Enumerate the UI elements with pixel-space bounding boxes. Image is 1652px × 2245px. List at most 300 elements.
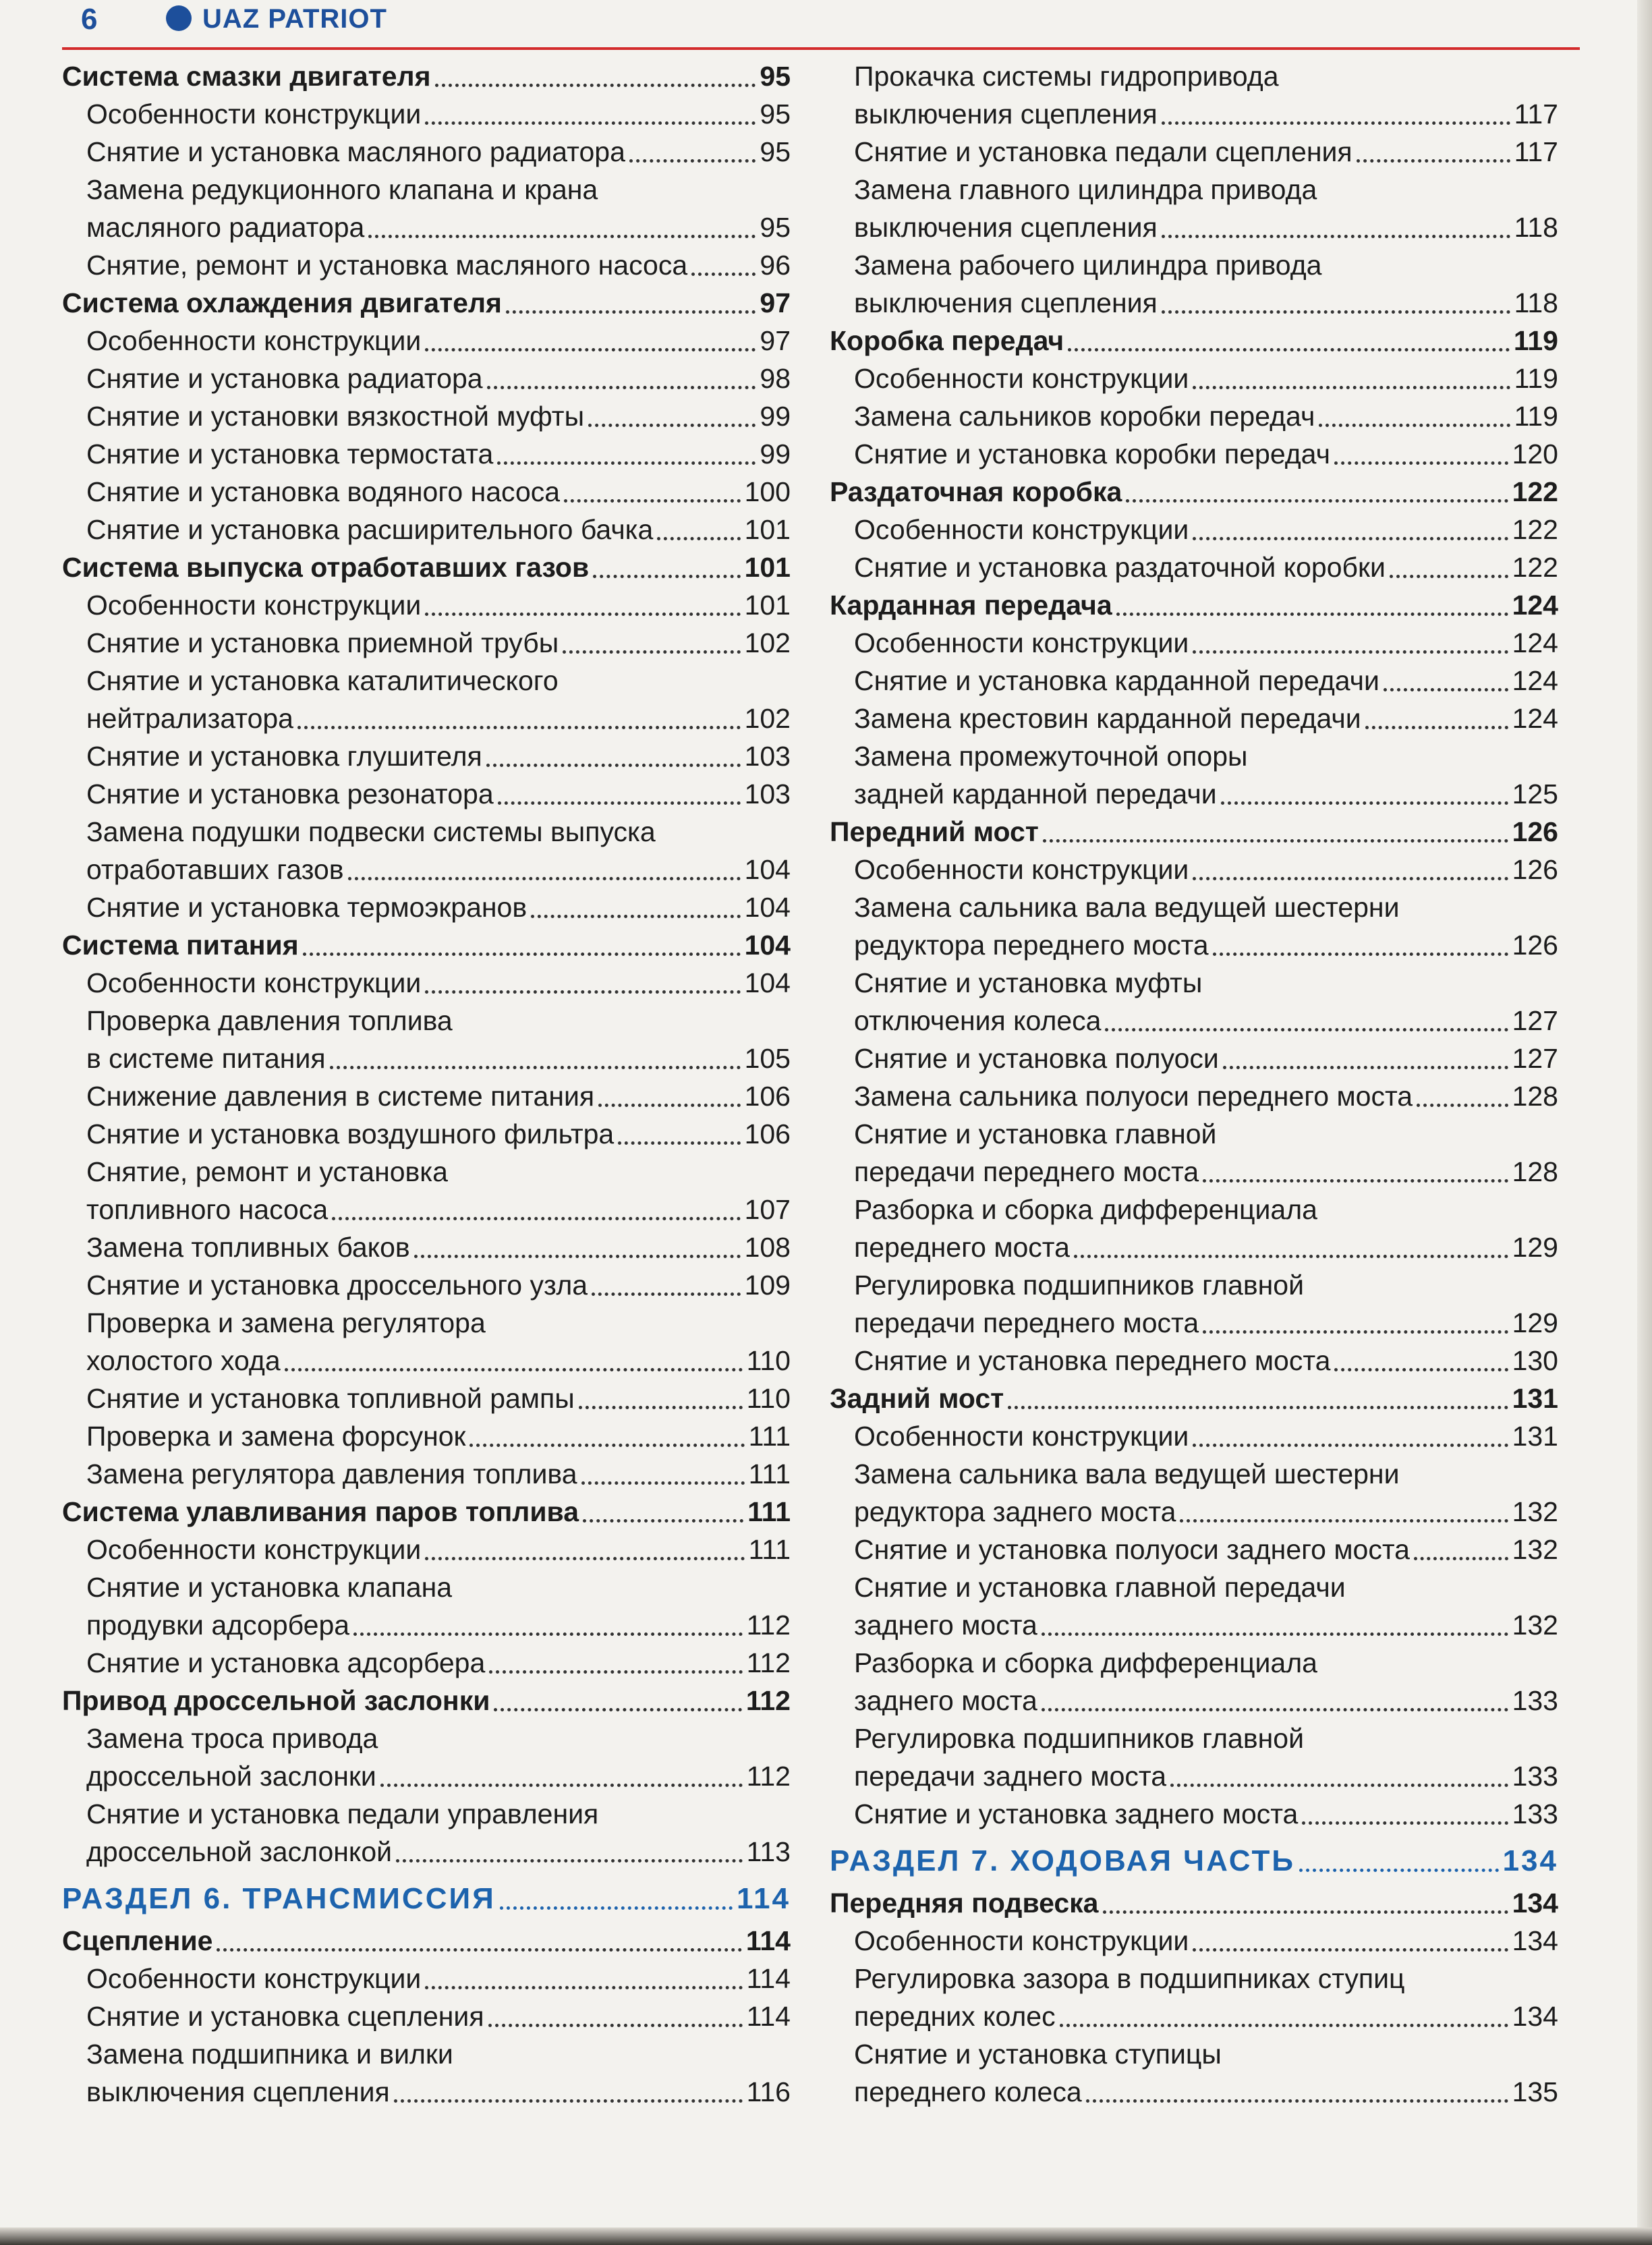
toc-entry[interactable] — [62, 2073, 791, 2111]
toc-entry-first-line: Проверка и замена регулятора — [86, 1307, 486, 1338]
toc-entry-title: Передняя подвеска — [830, 1887, 1099, 1919]
toc-entry-title: Замена сальника полуоси переднего моста — [854, 1081, 1413, 1112]
toc-page-number: 134 — [1512, 1887, 1558, 1919]
dot-leader — [1170, 1784, 1508, 1787]
toc-entry-title: Привод дроссельной заслонки — [62, 1685, 490, 1716]
toc-page-number: 110 — [746, 1383, 791, 1414]
dot-leader — [494, 1708, 741, 1711]
toc-page-number: 117 — [1514, 136, 1558, 167]
toc-entry[interactable] — [830, 700, 1558, 737]
toc-page-number: 119 — [1514, 363, 1558, 394]
toc-page-number: 112 — [746, 1610, 791, 1641]
toc-page-number: 132 — [1512, 1496, 1558, 1527]
toc-entry[interactable] — [62, 964, 791, 1002]
toc-entry-title: переднего колеса — [854, 2076, 1082, 2107]
toc-entry-title: Особенности конструкции — [86, 967, 422, 998]
toc-page-number: 97 — [760, 325, 791, 356]
toc-entry[interactable] — [830, 1493, 1558, 1531]
toc-entry-title: Передний мост — [830, 816, 1039, 847]
dot-leader — [1390, 575, 1508, 578]
toc-page-number: 101 — [744, 552, 791, 583]
toc-entry-title: нейтрализатора — [86, 703, 293, 734]
toc-entry[interactable] — [830, 775, 1558, 813]
toc-entry-title: Снятие и установка водяного насоса — [86, 476, 561, 507]
dot-leader — [1162, 121, 1510, 125]
toc-entry-title: Особенности конструкции — [854, 514, 1189, 545]
toc-entry-title: Система выпуска отработавших газов — [62, 552, 590, 583]
toc-entry-first-line: Замена подушки подвески системы выпуска — [86, 816, 656, 847]
toc-entry[interactable] — [830, 548, 1558, 586]
dot-leader — [593, 575, 740, 578]
dot-leader — [1299, 1869, 1499, 1872]
toc-entry-title: РАЗДЕЛ 7. ХОДОВАЯ ЧАСТЬ — [830, 1844, 1295, 1877]
toc-chapter-entry[interactable] — [830, 473, 1558, 511]
toc-entry[interactable] — [62, 1077, 791, 1115]
dot-leader — [579, 1406, 743, 1409]
toc-entry[interactable] — [62, 624, 791, 662]
dot-leader — [1162, 310, 1510, 314]
toc-page-number: 114 — [746, 1963, 791, 1994]
dot-leader — [1162, 235, 1510, 238]
toc-entry[interactable] — [830, 1606, 1558, 1644]
toc-entry[interactable] — [830, 511, 1558, 548]
toc-entry-first-line: Замена редукционного клапана и крана — [86, 174, 598, 205]
toc-page-number: 95 — [760, 98, 791, 130]
dot-leader — [1417, 1104, 1508, 1107]
toc-page-number: 127 — [1512, 1005, 1558, 1036]
toc-page-number: 122 — [1512, 514, 1558, 545]
toc-entry-title: дроссельной заслонки — [86, 1761, 376, 1792]
toc-page-number: 95 — [760, 61, 791, 92]
page-number: 6 — [81, 3, 98, 36]
toc-entry-first-line: Снятие и установка главной передачи — [854, 1572, 1346, 1603]
toc-entry-title: Система охлаждения двигателя — [62, 287, 502, 318]
toc-page-number: 95 — [760, 212, 791, 243]
toc-entry-first-line: Замена главного цилиндра привода — [854, 174, 1317, 205]
toc-chapter-entry[interactable] — [62, 57, 791, 95]
toc-entry-title: Снижение давления в системе питания — [86, 1081, 595, 1112]
toc-entry[interactable] — [62, 208, 791, 246]
toc-right-column — [830, 57, 1558, 2111]
toc-entry[interactable] — [830, 1795, 1558, 1833]
toc-entry[interactable] — [62, 1417, 791, 1455]
dot-leader — [1213, 953, 1508, 956]
toc-entry-title: Снятие и установка карданной передачи — [854, 665, 1379, 696]
toc-entry-title: Система улавливания паров топлива — [62, 1496, 579, 1527]
toc-page-number: 102 — [744, 627, 791, 658]
dot-leader — [1365, 726, 1508, 729]
dot-leader — [1193, 537, 1508, 540]
toc-entry[interactable] — [830, 2073, 1558, 2111]
toc-entry-first-line: Разборка и сборка дифференциала — [854, 1647, 1317, 1678]
toc-entry[interactable] — [62, 1455, 791, 1493]
toc-entry-title: Снятие и установка термоэкранов — [86, 892, 528, 923]
dot-leader — [497, 461, 756, 465]
toc-entry[interactable] — [62, 360, 791, 397]
toc-entry-title: Снятие и установка полуоси — [854, 1043, 1219, 1074]
toc-entry-title: заднего моста — [854, 1610, 1037, 1641]
toc-page-number: 126 — [1512, 816, 1558, 847]
toc-entry[interactable] — [62, 1342, 791, 1380]
toc-entry[interactable] — [62, 1266, 791, 1304]
dot-leader — [1221, 801, 1508, 805]
toc-page-number: 100 — [744, 476, 791, 507]
toc-entry-title: Снятие и установка сцепления — [86, 2001, 484, 2032]
toc-page-number: 117 — [1514, 98, 1558, 130]
toc-entry-title: Снятие и установка глушителя — [86, 741, 482, 772]
toc-entry[interactable] — [62, 1115, 791, 1153]
dot-leader — [332, 1217, 740, 1220]
dot-leader — [657, 537, 740, 540]
toc-page-number: 113 — [746, 1836, 791, 1867]
dot-leader — [581, 1481, 745, 1485]
dot-leader — [629, 159, 756, 163]
toc-page-number: 107 — [744, 1194, 791, 1225]
dot-leader — [1042, 1708, 1508, 1711]
toc-entry-title: выключения сцепления — [854, 287, 1158, 318]
dot-leader — [506, 310, 756, 314]
toc-entry[interactable] — [62, 1833, 791, 1871]
toc-entry-title: Особенности конструкции — [854, 363, 1189, 394]
toc-entry[interactable] — [62, 435, 791, 473]
toc-page-number: 128 — [1512, 1081, 1558, 1112]
dot-leader — [1193, 386, 1510, 389]
toc-entry-first-line: Регулировка подшипников главной — [854, 1270, 1304, 1301]
toc-entry-title: выключения сцепления — [86, 2076, 390, 2107]
toc-entry-title: Особенности конструкции — [86, 1534, 422, 1565]
toc-page-number: 134 — [1512, 2001, 1558, 2032]
toc-page-number: 112 — [745, 1685, 791, 1716]
toc-entry[interactable] — [62, 1380, 791, 1417]
toc-entry-title: передачи заднего моста — [854, 1761, 1167, 1792]
toc-entry[interactable] — [830, 1077, 1558, 1115]
toc-page-number: 130 — [1512, 1345, 1558, 1376]
dot-leader — [1103, 1910, 1508, 1914]
toc-entry[interactable] — [830, 133, 1558, 171]
dot-leader — [1043, 839, 1508, 843]
toc-entry-title: Снятие и установка раздаточной коробки — [854, 552, 1386, 583]
dot-leader — [598, 1104, 740, 1107]
toc-entry[interactable] — [62, 851, 791, 888]
toc-entry[interactable] — [830, 926, 1558, 964]
toc-page-number: 134 — [1512, 1925, 1558, 1956]
toc-entry[interactable] — [62, 1960, 791, 1997]
toc-entry-title: Снятие, ремонт и установка масляного насоса — [86, 250, 688, 281]
dot-leader — [486, 764, 741, 767]
toc-entry[interactable] — [830, 435, 1558, 473]
dot-leader — [487, 386, 756, 389]
toc-page-number: 112 — [746, 1761, 791, 1792]
toc-entry-title: в системе питания — [86, 1043, 326, 1074]
toc-entry[interactable] — [830, 1417, 1558, 1455]
toc-entry-title: РАЗДЕЛ 6. ТРАНСМИССИЯ — [62, 1882, 496, 1915]
dot-leader — [1193, 1948, 1508, 1952]
toc-entry[interactable] — [62, 246, 791, 284]
toc-page-number: 111 — [748, 1421, 791, 1452]
toc-page-number: 124 — [1512, 590, 1558, 621]
toc-entry[interactable] — [62, 1191, 791, 1228]
toc-page-number: 111 — [748, 1534, 791, 1565]
toc-entry-title: Снятие и установка приемной трубы — [86, 627, 559, 658]
dot-leader — [489, 1670, 742, 1674]
toc-entry-title: Система смазки двигателя — [62, 61, 431, 92]
toc-page-number: 118 — [1514, 287, 1558, 318]
toc-entry[interactable] — [830, 1342, 1558, 1380]
toc-entry[interactable] — [830, 1304, 1558, 1342]
toc-entry-first-line: Снятие и установка главной — [854, 1118, 1217, 1149]
dot-leader — [396, 1859, 743, 1863]
toc-page-number: 129 — [1512, 1307, 1558, 1338]
dot-leader — [1042, 1632, 1508, 1636]
toc-entry-title: Снятие и установка масляного радиатора — [86, 136, 625, 167]
page-edge-shadow — [1637, 0, 1652, 2245]
toc-entry[interactable] — [830, 397, 1558, 435]
dot-leader — [303, 953, 741, 956]
toc-entry-title: Снятие и установка коробки передач — [854, 438, 1330, 470]
toc-entry-title: Снятие и установка переднего моста — [854, 1345, 1331, 1376]
toc-entry-title: дроссельной заслонкой — [86, 1836, 393, 1867]
dot-leader — [1334, 1368, 1508, 1371]
toc-entry[interactable] — [62, 397, 791, 435]
toc-section-title[interactable] — [62, 1880, 791, 1918]
toc-entry[interactable] — [62, 586, 791, 624]
toc-entry-first-line: Проверка давления топлива — [86, 1005, 453, 1036]
toc-page-number: 101 — [744, 514, 791, 545]
dot-leader — [1334, 461, 1508, 465]
toc-entry[interactable] — [830, 1997, 1558, 2035]
toc-page-number: 122 — [1512, 476, 1558, 507]
toc-entry[interactable] — [62, 133, 791, 171]
toc-chapter-entry[interactable] — [830, 1380, 1558, 1417]
toc-page-number: 105 — [744, 1043, 791, 1074]
toc-entry[interactable] — [62, 737, 791, 775]
toc-entry-title: Особенности конструкции — [86, 590, 422, 621]
toc-entry[interactable] — [62, 1997, 791, 2035]
toc-entry[interactable] — [830, 208, 1558, 246]
toc-entry-first-line: Регулировка подшипников главной — [854, 1723, 1304, 1754]
toc-entry-title: Снятие и установка дроссельного узла — [86, 1270, 588, 1301]
dot-leader — [1116, 613, 1508, 616]
toc-page-number: 122 — [1512, 552, 1558, 583]
toc-page-number: 120 — [1512, 438, 1558, 470]
toc-chapter-entry[interactable] — [830, 1884, 1558, 1922]
toc-entry[interactable] — [830, 1040, 1558, 1077]
toc-entry-title: Особенности конструкции — [86, 325, 422, 356]
dot-leader — [348, 877, 741, 880]
toc-chapter-entry[interactable] — [62, 548, 791, 586]
toc-entry-title: передних колес — [854, 2001, 1056, 2032]
dot-leader — [1126, 499, 1508, 503]
dot-leader — [435, 84, 756, 87]
dot-leader — [1203, 1179, 1508, 1183]
toc-entry[interactable] — [62, 1606, 791, 1644]
dot-leader — [469, 1444, 744, 1447]
dot-leader — [1203, 1330, 1508, 1334]
toc-chapter-entry[interactable] — [830, 813, 1558, 851]
toc-page-number: 104 — [744, 854, 791, 885]
toc-entry-title: выключения сцепления — [854, 98, 1158, 130]
toc-entry-title: Особенности конструкции — [854, 1421, 1189, 1452]
dot-leader — [297, 726, 741, 729]
toc-entry-title: Снятие и установка термостата — [86, 438, 494, 470]
toc-left-column — [62, 57, 791, 2111]
dot-leader — [691, 273, 756, 276]
toc-page-number: 95 — [760, 136, 791, 167]
toc-page-number: 102 — [744, 703, 791, 734]
toc-entry[interactable] — [830, 1531, 1558, 1568]
toc-page-number: 114 — [737, 1882, 791, 1915]
toc-chapter-entry[interactable] — [830, 586, 1558, 624]
toc-section-title[interactable] — [830, 1842, 1558, 1880]
toc-entry-first-line: Замена промежуточной опоры — [854, 741, 1248, 772]
dot-leader — [592, 1292, 741, 1296]
toc-page-number: 135 — [1512, 2076, 1558, 2107]
toc-entry-first-line: Снятие и установка клапана — [86, 1572, 453, 1603]
toc-entry[interactable] — [62, 1228, 791, 1266]
dot-leader — [1086, 2099, 1508, 2103]
toc-entry[interactable] — [62, 511, 791, 548]
toc-entry[interactable] — [62, 775, 791, 813]
dot-leader — [1105, 1028, 1508, 1031]
toc-entry[interactable] — [830, 360, 1558, 397]
toc-entry[interactable] — [62, 1040, 791, 1077]
dot-leader — [414, 1255, 741, 1258]
toc-entry[interactable] — [830, 624, 1558, 662]
dot-leader — [425, 613, 740, 616]
toc-entry[interactable] — [62, 1644, 791, 1682]
toc-entry-first-line: Разборка и сборка дифференциала — [854, 1194, 1317, 1225]
toc-entry-title: передачи переднего моста — [854, 1307, 1199, 1338]
toc-entry-title: топливного насоса — [86, 1194, 329, 1225]
dot-leader — [1074, 1255, 1508, 1258]
dot-leader — [425, 1986, 742, 1989]
toc-page-number: 125 — [1512, 778, 1558, 809]
dot-leader — [583, 1519, 743, 1523]
toc-entry[interactable] — [62, 700, 791, 737]
toc-entry-first-line: Замена рабочего цилиндра привода — [854, 250, 1322, 281]
dot-leader — [1384, 688, 1508, 691]
toc-page-number: 119 — [1513, 325, 1558, 356]
dot-leader — [425, 121, 756, 125]
toc-page-number: 103 — [744, 778, 791, 809]
toc-entry-title: передачи переднего моста — [854, 1156, 1199, 1187]
toc-entry-title: Снятие и установка резонатора — [86, 778, 494, 809]
toc-entry[interactable] — [830, 1228, 1558, 1266]
page-header — [13, 0, 1578, 47]
toc-entry-title: Снятие и установка воздушного фильтра — [86, 1118, 615, 1149]
toc-page-number: 101 — [744, 590, 791, 621]
dot-leader — [353, 1632, 743, 1636]
toc-entry[interactable] — [830, 1922, 1558, 1960]
toc-entry[interactable] — [62, 95, 791, 133]
toc-entry[interactable] — [830, 851, 1558, 888]
dot-leader — [1068, 348, 1510, 351]
dot-leader — [380, 1784, 743, 1787]
brand-dot-icon — [166, 5, 192, 31]
toc-page-number: 108 — [744, 1232, 791, 1263]
toc-page-number: 112 — [746, 1647, 791, 1678]
toc-entry-title: Задний мост — [830, 1383, 1004, 1414]
toc-page-number: 119 — [1514, 401, 1558, 432]
toc-page-number: 111 — [748, 1458, 791, 1489]
brand-title: UAZ PATRIOT — [202, 4, 387, 34]
toc-entry[interactable] — [62, 1531, 791, 1568]
dot-leader — [1302, 1821, 1508, 1825]
toc-page-number: 104 — [744, 892, 791, 923]
toc-page-number: 114 — [746, 2001, 791, 2032]
toc-page-number: 118 — [1514, 212, 1558, 243]
toc-page-number: 134 — [1502, 1844, 1558, 1877]
toc-entry[interactable] — [830, 1002, 1558, 1040]
toc-entry-title: Замена топливных баков — [86, 1232, 410, 1263]
toc-entry-title: Особенности конструкции — [854, 854, 1189, 885]
dot-leader — [531, 915, 740, 918]
toc-entry-title: Снятие и установки вязкостной муфты — [86, 401, 585, 432]
toc-entry-first-line: Регулировка зазора в подшипниках ступиц — [854, 1963, 1405, 1994]
dot-leader — [1180, 1519, 1508, 1523]
toc-page-number: 126 — [1512, 854, 1558, 885]
toc-entry-title: Снятие и установка адсорбера — [86, 1647, 486, 1678]
toc-entry-title: Особенности конструкции — [86, 98, 422, 130]
toc-page-number: 109 — [744, 1270, 791, 1301]
toc-chapter-entry[interactable] — [62, 1682, 791, 1720]
toc-entry-first-line: Замена сальника вала ведущей шестерни — [854, 1458, 1400, 1489]
toc-entry[interactable] — [62, 888, 791, 926]
dot-leader — [1193, 650, 1508, 654]
toc-page-number: 106 — [744, 1081, 791, 1112]
toc-chapter-entry[interactable] — [62, 1922, 791, 1960]
toc-entry-title: масляного радиатора — [86, 212, 365, 243]
toc-entry[interactable] — [830, 662, 1558, 700]
dot-leader — [217, 1948, 741, 1952]
toc-page-number: 131 — [1512, 1421, 1558, 1452]
toc-entry-title: Снятие и установка расширительного бачка — [86, 514, 654, 545]
toc-entry[interactable] — [830, 284, 1558, 322]
toc-chapter-entry[interactable] — [62, 1493, 791, 1531]
toc-chapter-entry[interactable] — [830, 322, 1558, 360]
toc-entry-first-line: Снятие и установка педали управления — [86, 1798, 599, 1829]
toc-page-number: 131 — [1512, 1383, 1558, 1414]
toc-entry[interactable] — [830, 1757, 1558, 1795]
toc-entry[interactable] — [830, 1153, 1558, 1191]
toc-page-number: 99 — [760, 438, 791, 470]
dot-leader — [330, 1066, 741, 1069]
toc-page-number: 111 — [747, 1496, 791, 1527]
toc-page-number: 103 — [744, 741, 791, 772]
toc-entry-first-line: Снятие, ремонт и установка — [86, 1156, 448, 1187]
toc-entry-title: Система питания — [62, 930, 299, 961]
toc-entry-first-line: Замена сальника вала ведущей шестерни — [854, 892, 1400, 923]
toc-entry-first-line: Снятие и установка каталитического — [86, 665, 559, 696]
toc-entry-first-line: Снятие и установка муфты — [854, 967, 1203, 998]
toc-entry-first-line: Прокачка системы гидропривода — [854, 61, 1279, 92]
toc-entry[interactable] — [62, 322, 791, 360]
toc-entry-title: заднего моста — [854, 1685, 1037, 1716]
toc-page-number: 127 — [1512, 1043, 1558, 1074]
toc-entry[interactable] — [62, 473, 791, 511]
toc-entry-first-line: Замена подшипника и вилки — [86, 2039, 453, 2070]
toc-entry-title: переднего моста — [854, 1232, 1070, 1263]
toc-entry[interactable] — [62, 1757, 791, 1795]
toc-page-number: 104 — [744, 967, 791, 998]
toc-chapter-entry[interactable] — [62, 926, 791, 964]
toc-page-number: 133 — [1512, 1685, 1558, 1716]
toc-entry[interactable] — [830, 1682, 1558, 1720]
toc-entry[interactable] — [830, 95, 1558, 133]
toc-entry-title: Снятие и установка полуоси заднего моста — [854, 1534, 1410, 1565]
toc-chapter-entry[interactable] — [62, 284, 791, 322]
toc-page-number: 124 — [1512, 627, 1558, 658]
